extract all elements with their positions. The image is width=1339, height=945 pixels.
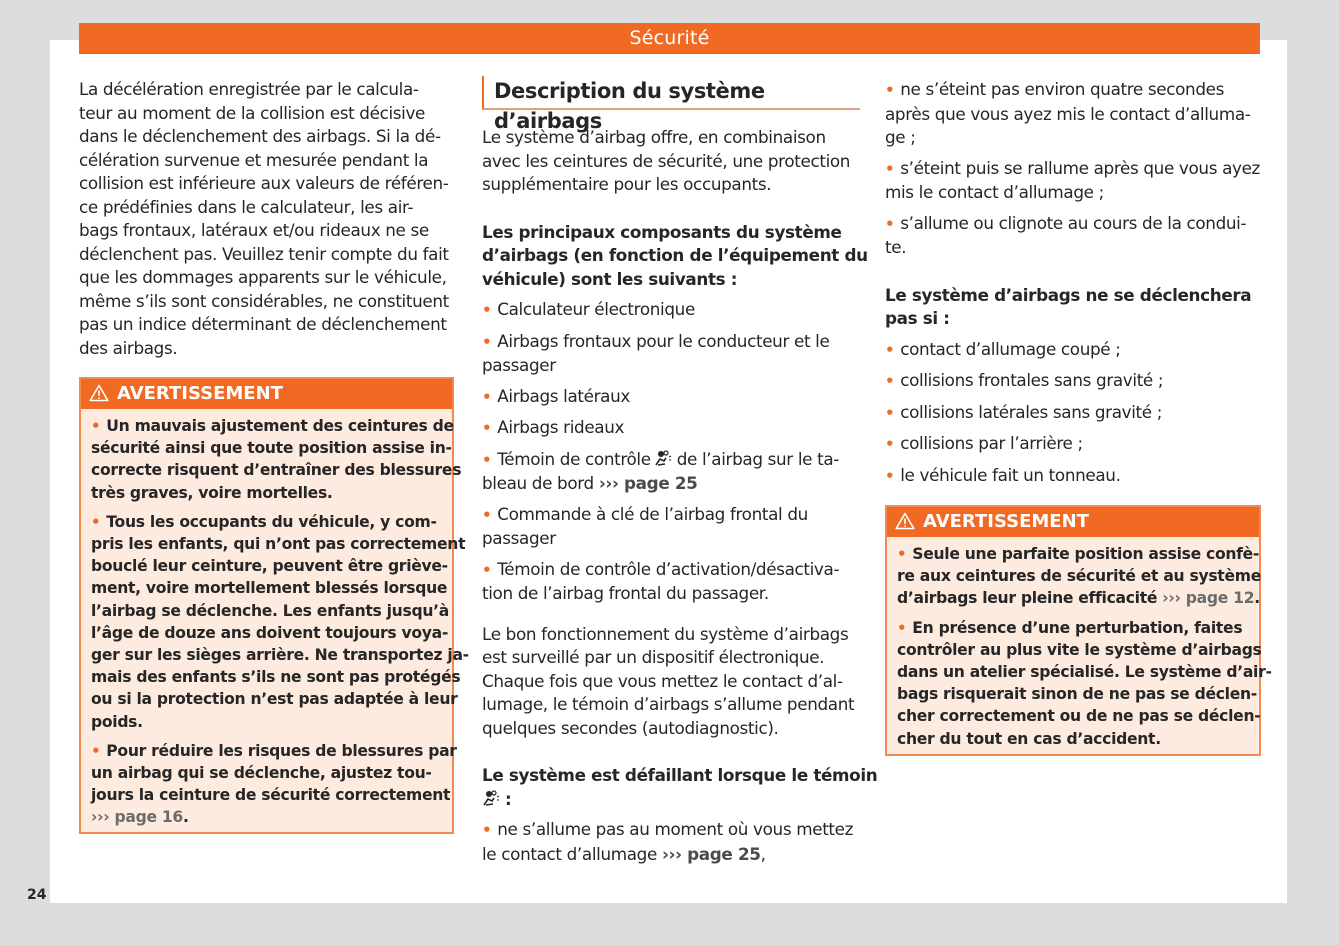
bullet-icon: • [885, 159, 895, 178]
page-number: 24 [27, 887, 47, 903]
bullet-icon: • [91, 417, 101, 435]
list-item: • Commande à clé de l’airbag frontal du passager [482, 503, 808, 548]
no-deploy-heading: Le système d’airbags ne se déclenchera pas si : [885, 284, 1252, 328]
warning-header [81, 379, 452, 409]
bullet-icon: • [885, 214, 895, 233]
list-item: • Calculateur électronique [482, 299, 695, 319]
warning-item: • Seule une parfaite position assise confè- re aux ceintures de sécurité et au système d’airbags leur pleine efficacité ››› page 12. [897, 545, 1261, 608]
intro-paragraph: Le système d’airbag offre, en combinaison avec les ceintures de sécurité, une protection supplémentaire pour les occupants. [482, 127, 851, 194]
list-item: • Témoin de contrôle d’activation/désactiva- tion de l’airbag frontal du passager. [482, 558, 840, 603]
warning-item: • Pour réduire les risques de blessures par un airbag qui se déclenche, ajustez tou- jours la ceinture de sécurité correctement ››› page 16. [91, 741, 457, 827]
bullet-icon: • [482, 821, 492, 839]
list-item: • Airbags frontaux pour le conducteur et le passager [482, 330, 830, 375]
airbag-warning-icon [654, 450, 674, 467]
fault-list-continued [885, 78, 1261, 260]
warning-header [887, 507, 1259, 537]
components-list [482, 298, 860, 606]
warning-body [887, 537, 1272, 761]
fault-heading: Le système est défaillant lorsque le témoin : [482, 765, 878, 809]
warning-box-2 [885, 505, 1272, 756]
list-item: • collisions frontales sans gravité ; [885, 370, 1164, 390]
no-deploy-list [885, 338, 1261, 489]
bullet-icon: • [885, 466, 895, 485]
bullet-icon: • [482, 332, 492, 351]
bullet-icon: • [885, 403, 895, 422]
warning-title: AVERTISSEMENT [923, 511, 1089, 532]
bullet-icon: • [482, 450, 492, 469]
list-item: • s’allume ou clignote au cours de la condui- te. [885, 212, 1247, 257]
section-title: Sécurité [629, 27, 710, 49]
list-item: • le véhicule fait un tonneau. [885, 464, 1121, 485]
list-item: • s’éteint puis se rallume après que vous ayez mis le contact d’allumage ; [885, 157, 1261, 202]
list-item: • collisions par l’arrière ; [885, 433, 1083, 453]
bullet-icon: • [482, 301, 492, 319]
warning-box-1 [79, 377, 469, 834]
warning-triangle-icon [895, 512, 915, 530]
airbag-warning-icon [482, 790, 502, 807]
warning-title: AVERTISSEMENT [117, 383, 283, 404]
column-3 [885, 76, 1272, 756]
list-item: • ne s’allume pas au moment où vous mettez le contact d’allumage ››› page 25, [482, 819, 854, 864]
page-link-12[interactable]: ››› page 12 [1162, 589, 1255, 608]
warning-body [81, 409, 469, 840]
section-heading: Description du système d’airbags [482, 76, 860, 110]
bullet-icon: • [482, 419, 492, 437]
warning-item: • Un mauvais ajustement des ceintures de sécurité ainsi que toute position assise in- correcte risquent d’entraîner des blessures très graves, voire mortelles. [91, 417, 462, 502]
section-banner [79, 23, 1260, 54]
page-link-25[interactable]: ››› page 25 [598, 473, 698, 493]
bullet-icon: • [897, 545, 907, 563]
warning-item: • Tous les occupants du véhicule, y com- pris les enfants, qui n’ont pas correctement bouclé leur ceinture, peuvent être griève- ment, voire mortellement blessés lorsque l’airbag se déclenche. Les enfants jusqu’à l’âge de douze ans doivent toujours voya- ger sur les sièges arrière. Ne transportez ja- mais des enfants s’ils ne sont pas protégés ou si la protection n’est pas adaptée à leur poids. [91, 512, 469, 731]
list-item: • Airbags latéraux [482, 385, 630, 406]
bullet-icon: • [885, 435, 895, 453]
warning-triangle-icon [89, 384, 109, 402]
bullet-icon: • [91, 512, 101, 531]
intro-paragraph: La décélération enregistrée par le calcula- teur au moment de la collision est décisive dans le déclenchement des airbags. Si la dé- célération survenue et mesurée pendant la collision est inférieure aux valeurs de référen- ce prédéfinies dans le calculateur, les air- bags frontaux, latéraux et/ou rideaux ne se déclenchent pas. Veuillez tenir compte du fait que les dommages apparents sur le véhicule, même s’ils sont considérables, ne constituent pas un indice déterminant de déclenchement des airbags. [79, 79, 449, 358]
column-2 [482, 76, 878, 866]
list-item: • ne s’éteint pas environ quatre secondes après que vous ayez mis le contact d’alluma- ge ; [885, 79, 1251, 147]
bullet-icon: • [885, 81, 895, 99]
bullet-icon: • [482, 560, 492, 579]
list-item: • Airbags rideaux [482, 417, 625, 437]
warning-item: • En présence d’une perturbation, faites contrôler au plus vite le système d’airbags dans un atelier spécialisé. Le système d’air- bags risquerait sinon de ne pas se déclen- cher correctement ou de ne pas se déclen- cher du tout en cas d’accident. [897, 618, 1272, 748]
list-item: • Témoin de contrôle de l’airbag sur le ta- bleau de bord ››› page 25 [482, 448, 839, 493]
bullet-icon: • [885, 372, 895, 390]
page-link-25[interactable]: ››› page 25 [661, 843, 761, 864]
components-heading: Les principaux composants du système d’airbags (en fonction de l’équipement du véhicule) sont les suivants : [482, 221, 868, 289]
monitoring-paragraph: Le bon fonctionnement du système d’airbags est surveillé par un dispositif électronique. Chaque fois que vous mettez le contact d’al- lumage, le témoin d’airbags s’allume pendant quelques secondes (autodiagnostic). [482, 623, 855, 738]
list-item: • contact d’allumage coupé ; [885, 338, 1121, 359]
page-link-16[interactable]: ››› page 16 [91, 808, 183, 827]
column-1 [79, 76, 469, 834]
list-item: • collisions latérales sans gravité ; [885, 401, 1163, 422]
bullet-icon: • [897, 618, 907, 637]
bullet-icon: • [91, 741, 101, 760]
bullet-icon: • [482, 387, 492, 406]
bullet-icon: • [482, 505, 492, 524]
bullet-icon: • [885, 340, 895, 359]
